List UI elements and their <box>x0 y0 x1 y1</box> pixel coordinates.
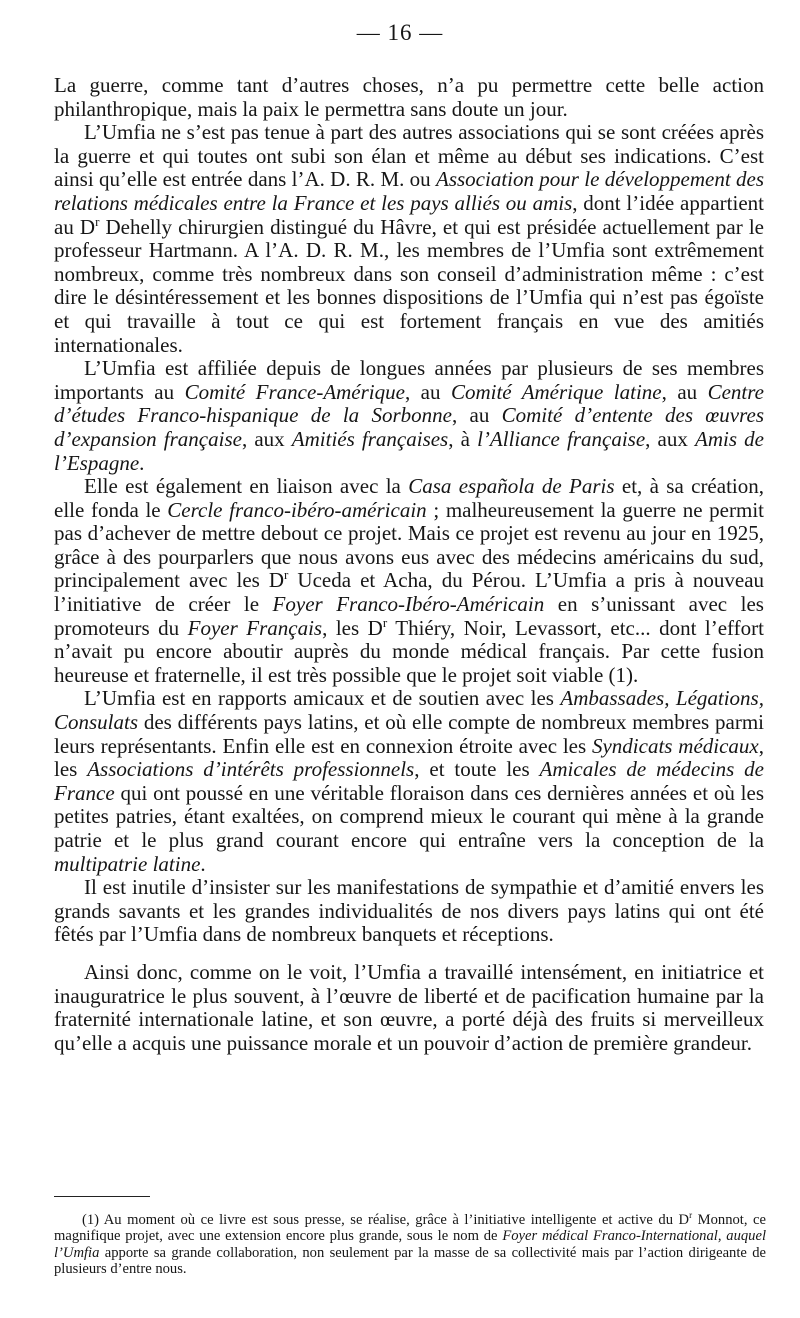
paragraph-7: Ainsi donc, comme on le voit, l’Umfia a travaillé intensément, en initiatrice et inauguratrice le plus souvent, à l’œuvre de liberté et de pacification humaine par la fraternité internationale latine, et son œuvre, a porté déjà des fruits si merveilleux qu’elle a acquis une puissance morale et un pouvoir d’action de première grandeur. <box>54 959 764 1055</box>
paragraph-5: L’Umfia est en rapports amicaux et de soutien avec les Ambassades, Légations, Consulats des différents pays latins, et où elle compte de nombreux membres parmi leurs représentants. Enfin elle est en connexion étroite avec les Syndicats médicaux, les Associations d’intérêts professionnels, et toute les Amicales de médecins de France qui ont poussé en une véritable floraison dans ces dernières années et où les petites patries, étant exaltées, on comprend mieux le courant qui mène à la grande patrie et le plus grand courant encore qui entraîne vers la conception de la multipatrie latine. <box>54 686 764 876</box>
footnote-divider <box>54 1196 150 1197</box>
paragraph-4: Elle est également en liaison avec la Casa española de Paris et, à sa création, elle fonda le Cercle franco-ibéro-américain ; malheureusement la guerre ne permit pas d’achever de mettre debout ce projet. Mais ce projet est revenu au jour en 1925, grâce à des pourparlers que nous avons eus avec des médecins américains du sud, principalement avec les $D^r$ Uceda et Acha, du Pérou. L’Umfia a pris à nouveau l’initiative de créer le Foyer Franco-Ibéro-Américain en s’unissant avec les promoteurs du Foyer Français, les $D^r$ Thiéry, Noir, Levassort, etc... dont l’effort n’avait pu encore aboutir auprès du monde médical français. Par cette fusion heureuse et fraternelle, il est très possible que le projet soit viable (1). <box>54 474 765 687</box>
paragraph-2: L’Umfia ne s’est pas tenue à part des autres associations qui se sont créées après la guerre et qui toutes ont subi son élan et même au début ses indications. C’est ainsi qu’elle est entrée dans l’A. D. R. M. ou Association pour le développement des relations médicales entre la France et les pays alliés ou amis, dont l’idée appartient au $D^r$ Dehelly chirurgien distingué du Hâvre, et qui est présidée actuellement par le professeur Hartmann. A l’A. D. R. M., les membres de l’Umfia sont extrêmement nombreux, comme très nombreux dans son conseil d’administration même : c’est dire le désintéressement et les bonnes dispositions de l’Umfia qui n’est pas égoïste et qui travaille à tout ce qui est fortement français en vue des amitiés internationales. <box>54 120 764 357</box>
page-number: — 16 — <box>356 20 444 45</box>
body-text <box>54 74 764 1055</box>
paragraph-1: La guerre, comme tant d’autres choses, n’a pu permettre cette belle action philanthropique, mais la paix le permettra sans doute un jour. <box>54 73 764 121</box>
paragraph-6: Il est inutile d’insister sur les manifestations de sympathie et d’amitié envers les grands savants et les grandes individualités de nos divers pays latins qui ont été fêtés par l’Umfia dans de nombreux banquets et réceptions. <box>54 875 764 947</box>
footnote: (1) Au moment où ce livre est sous presse, se réalise, grâce à l’initiative intelligente et active du $D^r$ Monnot, ce magnifique projet, avec une extension encore plus grande, sous le nom de Foyer médical Franco-International, auquel l’Umfia apporte sa grande collaboration, non seulement par la masse de sa collectivité mais par l’action dirigeante de plusieurs d’entre nous. <box>54 1210 766 1278</box>
paragraph-3: L’Umfia est affiliée depuis de longues années par plusieurs de ses membres importants au Comité France-Amérique, au Comité Amérique latine, au Centre d’études Franco-hispanique de la Sorbonne, au Comité d’entente des œuvres d’expansion française, aux Amitiés françaises, à l’Alliance française, aux Amis de l’Espagne. <box>54 356 764 475</box>
